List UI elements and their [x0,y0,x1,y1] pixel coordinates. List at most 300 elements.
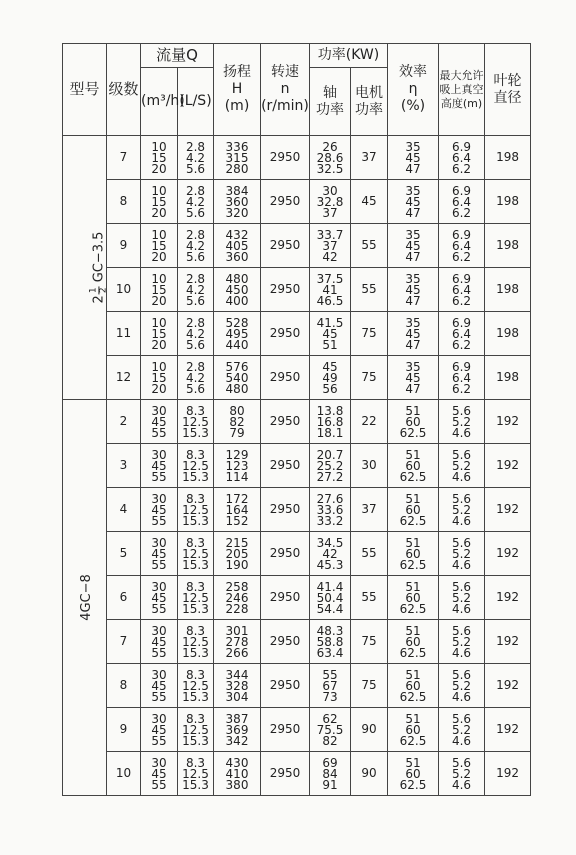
flow-m3h-cell-value: 10 [151,183,167,198]
efficiency-cell-value: 45 [405,282,421,297]
shaft-power-cell-value: 32.5 [316,161,344,176]
impeller-cell: 198 [485,356,531,400]
table-row [63,488,531,532]
efficiency-cell [388,224,439,268]
table-row [63,180,531,224]
header-speed-symbol: n [280,81,290,97]
flow-m3h-cell-value: 10 [151,315,167,330]
head-cell-value: 80 [229,403,245,418]
stage-cell: 3 [107,444,141,488]
header-flow: 流量Q [141,44,214,68]
flow-ls-cell-value: 8.3 [185,403,206,418]
flow-m3h-cell [141,488,178,532]
flow-m3h-cell-value: 30 [151,491,167,506]
suction-cell [439,752,485,796]
flow-ls-cell [178,224,214,268]
table-row [63,532,531,576]
efficiency-cell-value: 35 [405,271,421,286]
shaft-power-cell-value: 30 [322,183,338,198]
table-row [63,444,531,488]
flow-ls-cell [178,576,214,620]
suction-cell-value: 6.2 [451,249,472,264]
impeller-cell: 192 [485,620,531,664]
flow-ls-cell [178,444,214,488]
stage-cell: 6 [107,576,141,620]
impeller-cell: 192 [485,488,531,532]
suction-cell-value: 6.9 [451,139,472,154]
table-body-model-a [63,136,531,400]
suction-cell-value: 5.2 [451,634,472,649]
flow-ls-cell [178,136,214,180]
shaft-power-cell-value: 33.2 [316,513,344,528]
efficiency-cell-value: 62.5 [399,645,427,660]
flow-ls-cell-value: 15.3 [182,733,209,748]
table-row [63,620,531,664]
header-speed [261,44,310,136]
suction-cell [439,268,485,312]
stage-cell: 7 [107,620,141,664]
model-a-num: 1 [88,287,99,294]
flow-ls-cell [178,356,214,400]
suction-cell-value: 6.2 [451,381,472,396]
header-power: 功率(KW) [310,44,388,68]
speed-cell: 2950 [261,664,310,708]
flow-m3h-cell-value: 20 [151,337,167,352]
suction-cell-value: 5.6 [451,755,472,770]
shaft-power-cell [310,268,351,312]
suction-cell-value: 4.6 [451,733,472,748]
suction-cell-value: 6.9 [451,271,472,286]
flow-ls-cell-value: 5.6 [185,205,206,220]
suction-cell-value: 6.2 [451,205,472,220]
stage-cell: 9 [107,224,141,268]
flow-ls-cell-value: 5.6 [185,161,206,176]
speed-cell: 2950 [261,180,310,224]
flow-ls-cell [178,664,214,708]
suction-cell-value: 5.6 [451,535,472,550]
flow-m3h-cell-value: 45 [151,502,167,517]
head-cell-value: 123 [225,458,249,473]
efficiency-cell [388,268,439,312]
flow-ls-cell-value: 12.5 [182,678,209,693]
efficiency-cell-value: 60 [405,678,421,693]
flow-m3h-cell-value: 45 [151,722,167,737]
efficiency-cell-value: 35 [405,315,421,330]
flow-m3h-cell-value: 55 [151,557,167,572]
head-cell-value: 228 [225,601,249,616]
flow-m3h-cell [141,356,178,400]
efficiency-cell-value: 35 [405,183,421,198]
shaft-power-cell-value: 73 [322,689,338,704]
flow-m3h-cell [141,576,178,620]
efficiency-cell-value: 35 [405,227,421,242]
efficiency-cell-value: 60 [405,502,421,517]
shaft-power-cell-value: 58.8 [316,634,344,649]
shaft-power-cell-value: 82 [322,733,338,748]
efficiency-cell-value: 45 [405,194,421,209]
shaft-power-cell [310,180,351,224]
efficiency-cell-value: 60 [405,458,421,473]
head-cell-value: 495 [225,326,249,341]
impeller-cell: 198 [485,136,531,180]
efficiency-cell [388,664,439,708]
head-cell-value: 336 [225,139,249,154]
shaft-power-cell [310,400,351,444]
suction-cell-value: 4.6 [451,645,472,660]
flow-ls-cell-value: 8.3 [185,579,206,594]
efficiency-cell-value: 51 [405,623,421,638]
motor-power-cell: 37 [351,488,388,532]
shaft-power-cell-value: 49 [322,370,338,385]
header-flow-m3h: (m³/h) [141,68,178,136]
flow-ls-cell-value: 2.8 [185,359,206,374]
stage-cell: 10 [107,268,141,312]
model-cell-a [63,136,107,400]
shaft-power-cell-value: 13.8 [316,403,344,418]
suction-cell-value: 6.2 [451,161,472,176]
flow-m3h-cell [141,532,178,576]
shaft-power-cell-value: 28.6 [316,150,344,165]
suction-cell [439,444,485,488]
shaft-power-cell-value: 45 [322,359,338,374]
flow-ls-cell-value: 12.5 [182,414,209,429]
flow-m3h-cell-value: 10 [151,359,167,374]
speed-cell: 2950 [261,532,310,576]
stage-cell: 7 [107,136,141,180]
flow-m3h-cell [141,708,178,752]
speed-cell: 2950 [261,708,310,752]
flow-m3h-cell-value: 45 [151,766,167,781]
motor-power-cell: 55 [351,576,388,620]
head-cell-value: 215 [225,535,249,550]
efficiency-cell-value: 62.5 [399,513,427,528]
flow-ls-cell-value: 2.8 [185,227,206,242]
stage-cell: 2 [107,400,141,444]
head-cell [214,444,261,488]
head-cell-value: 440 [225,337,249,352]
suction-cell-value: 5.6 [451,623,472,638]
head-cell-value: 278 [225,634,249,649]
shaft-power-cell-value: 37 [322,205,338,220]
head-cell-value: 114 [225,469,249,484]
shaft-power-cell-value: 48.3 [316,623,344,638]
header-suction-3: 高度(m) [440,96,483,110]
speed-cell: 2950 [261,312,310,356]
efficiency-cell-value: 51 [405,755,421,770]
impeller-cell: 192 [485,400,531,444]
header-eff-unit: (%) [400,98,426,114]
flow-ls-cell-value: 8.3 [185,755,206,770]
shaft-power-cell [310,224,351,268]
head-cell-value: 82 [229,414,245,429]
head-cell-value: 480 [225,271,249,286]
stage-cell: 4 [107,488,141,532]
header-impeller [485,44,531,136]
header-shaft-1: 轴 [323,84,337,101]
flow-ls-cell-value: 8.3 [185,711,206,726]
flow-m3h-cell-value: 30 [151,579,167,594]
table-row [63,224,531,268]
flow-m3h-cell-value: 30 [151,667,167,682]
efficiency-cell-value: 47 [405,205,421,220]
flow-m3h-cell-value: 15 [151,150,167,165]
impeller-cell: 198 [485,224,531,268]
efficiency-cell-value: 60 [405,546,421,561]
flow-m3h-cell-value: 30 [151,755,167,770]
impeller-cell: 192 [485,444,531,488]
shaft-power-cell-value: 32.8 [316,194,344,209]
shaft-power-cell-value: 46.5 [316,293,344,308]
header-shaft-2: 功率 [316,101,344,118]
speed-cell: 2950 [261,224,310,268]
head-cell-value: 360 [225,194,249,209]
head-cell-value: 190 [225,557,249,572]
flow-ls-cell-value: 12.5 [182,458,209,473]
motor-power-cell: 75 [351,620,388,664]
suction-cell-value: 5.2 [451,502,472,517]
shaft-power-cell-value: 27.2 [316,469,344,484]
shaft-power-cell [310,488,351,532]
head-cell-value: 410 [225,766,249,781]
motor-power-cell: 55 [351,268,388,312]
stage-cell: 5 [107,532,141,576]
flow-m3h-cell-value: 15 [151,326,167,341]
table-row [63,268,531,312]
flow-m3h-cell-value: 20 [151,249,167,264]
shaft-power-cell [310,444,351,488]
shaft-power-cell [310,708,351,752]
flow-ls-cell-value: 5.6 [185,337,206,352]
header-suction-1: 最大允许 [439,68,484,82]
stage-cell: 10 [107,752,141,796]
head-cell-value: 280 [225,161,249,176]
efficiency-cell-value: 51 [405,491,421,506]
efficiency-cell-value: 62.5 [399,557,427,572]
flow-ls-cell-value: 5.6 [185,249,206,264]
suction-cell-value: 4.6 [451,689,472,704]
impeller-cell: 192 [485,532,531,576]
efficiency-cell [388,136,439,180]
suction-cell-value: 4.6 [451,425,472,440]
suction-cell [439,532,485,576]
table-row [63,312,531,356]
suction-cell-value: 5.2 [451,766,472,781]
flow-m3h-cell-value: 15 [151,282,167,297]
flow-ls-cell-value: 4.2 [185,238,206,253]
efficiency-cell-value: 51 [405,711,421,726]
model-a-name: GC−3.5 [91,231,107,283]
shaft-power-cell-value: 42 [322,546,338,561]
motor-power-cell: 90 [351,708,388,752]
stage-cell: 11 [107,312,141,356]
head-cell-value: 480 [225,381,249,396]
flow-ls-cell-value: 2.8 [185,271,206,286]
head-cell-value: 380 [225,777,249,792]
efficiency-cell-value: 45 [405,150,421,165]
suction-cell [439,488,485,532]
shaft-power-cell-value: 20.7 [316,447,344,462]
stage-cell: 12 [107,356,141,400]
motor-power-cell: 75 [351,664,388,708]
efficiency-cell-value: 62.5 [399,425,427,440]
shaft-power-cell-value: 45.3 [316,557,344,572]
impeller-cell: 198 [485,180,531,224]
flow-ls-cell-value: 15.3 [182,601,209,616]
flow-ls-cell-value: 12.5 [182,590,209,605]
suction-cell [439,312,485,356]
head-cell-value: 79 [229,425,245,440]
suction-cell-value: 5.2 [451,458,472,473]
flow-m3h-cell-value: 20 [151,205,167,220]
suction-cell [439,620,485,664]
speed-cell: 2950 [261,752,310,796]
flow-ls-cell [178,488,214,532]
flow-m3h-cell-value: 10 [151,271,167,286]
stage-cell: 8 [107,180,141,224]
head-cell-value: 576 [225,359,249,374]
table-row [63,400,531,444]
flow-m3h-cell-value: 55 [151,425,167,440]
model-cell-b [63,400,107,796]
shaft-power-cell [310,312,351,356]
motor-power-cell: 55 [351,532,388,576]
flow-m3h-cell-value: 55 [151,645,167,660]
flow-m3h-cell [141,444,178,488]
flow-m3h-cell [141,180,178,224]
flow-ls-cell [178,180,214,224]
shaft-power-cell-value: 42 [322,249,338,264]
flow-m3h-cell-value: 15 [151,238,167,253]
flow-m3h-cell [141,136,178,180]
suction-cell-value: 5.6 [451,667,472,682]
flow-ls-cell-value: 15.3 [182,645,209,660]
head-cell-value: 320 [225,205,249,220]
flow-m3h-cell [141,620,178,664]
header-motor-1: 电机 [355,84,383,101]
head-cell [214,312,261,356]
motor-power-cell: 45 [351,180,388,224]
head-cell [214,400,261,444]
header-motor-2: 功率 [355,101,383,118]
header-suction [439,44,485,136]
flow-ls-cell-value: 8.3 [185,667,206,682]
suction-cell [439,224,485,268]
flow-m3h-cell-value: 20 [151,293,167,308]
head-cell-value: 384 [225,183,249,198]
flow-m3h-cell-value: 55 [151,469,167,484]
shaft-power-cell-value: 41.5 [316,315,344,330]
head-cell-value: 369 [225,722,249,737]
efficiency-cell [388,576,439,620]
flow-ls-cell-value: 2.8 [185,315,206,330]
efficiency-cell-value: 45 [405,238,421,253]
efficiency-cell [388,620,439,664]
suction-cell [439,664,485,708]
head-cell-value: 344 [225,667,249,682]
flow-ls-cell-value: 8.3 [185,623,206,638]
efficiency-cell [388,708,439,752]
shaft-power-cell-value: 33.7 [316,227,344,242]
flow-ls-cell-value: 15.3 [182,777,209,792]
header-model: 型号 [63,44,107,136]
shaft-power-cell-value: 63.4 [316,645,344,660]
head-cell-value: 405 [225,238,249,253]
head-cell-value: 328 [225,678,249,693]
efficiency-cell-value: 62.5 [399,777,427,792]
efficiency-cell [388,752,439,796]
flow-m3h-cell-value: 10 [151,139,167,154]
efficiency-cell [388,400,439,444]
shaft-power-cell [310,664,351,708]
motor-power-cell: 75 [351,312,388,356]
efficiency-cell-value: 35 [405,359,421,374]
head-cell-value: 266 [225,645,249,660]
flow-ls-cell-value: 8.3 [185,491,206,506]
efficiency-cell-value: 62.5 [399,469,427,484]
suction-cell-value: 5.2 [451,678,472,693]
table-body-model-b [63,400,531,796]
suction-cell-value: 4.6 [451,469,472,484]
head-cell-value: 301 [225,623,249,638]
shaft-power-cell-value: 34.5 [316,535,344,550]
model-label-a [89,232,108,304]
suction-cell-value: 6.9 [451,359,472,374]
shaft-power-cell-value: 54.4 [316,601,344,616]
suction-cell-value: 6.9 [451,315,472,330]
flow-ls-cell-value: 4.2 [185,194,206,209]
head-cell-value: 205 [225,546,249,561]
flow-m3h-cell-value: 10 [151,227,167,242]
head-cell-value: 152 [225,513,249,528]
flow-m3h-cell-value: 15 [151,370,167,385]
flow-ls-cell-value: 12.5 [182,546,209,561]
flow-m3h-cell-value: 20 [151,381,167,396]
efficiency-cell [388,488,439,532]
efficiency-cell-value: 45 [405,370,421,385]
motor-power-cell: 75 [351,356,388,400]
shaft-power-cell [310,576,351,620]
table-row [63,664,531,708]
header-eff-label: 效率 [399,64,428,80]
pump-performance-table [62,43,531,796]
efficiency-cell-value: 51 [405,535,421,550]
flow-m3h-cell-value: 45 [151,678,167,693]
model-a-fraction [89,286,108,294]
flow-ls-cell-value: 12.5 [182,766,209,781]
head-cell-value: 304 [225,689,249,704]
flow-m3h-cell [141,268,178,312]
flow-ls-cell [178,400,214,444]
head-cell [214,752,261,796]
flow-ls-cell [178,312,214,356]
shaft-power-cell-value: 75.5 [316,722,344,737]
suction-cell-value: 5.2 [451,722,472,737]
table-row [63,576,531,620]
impeller-cell: 198 [485,312,531,356]
shaft-power-cell [310,532,351,576]
head-cell-value: 129 [225,447,249,462]
header-motor-power [351,68,388,136]
impeller-cell: 198 [485,268,531,312]
shaft-power-cell-value: 55 [322,667,338,682]
header-suction-2: 吸上真空 [439,82,484,96]
flow-ls-cell [178,532,214,576]
table-row [63,136,531,180]
head-cell [214,488,261,532]
flow-ls-cell-value: 12.5 [182,502,209,517]
efficiency-cell-value: 60 [405,414,421,429]
flow-m3h-cell-value: 45 [151,546,167,561]
